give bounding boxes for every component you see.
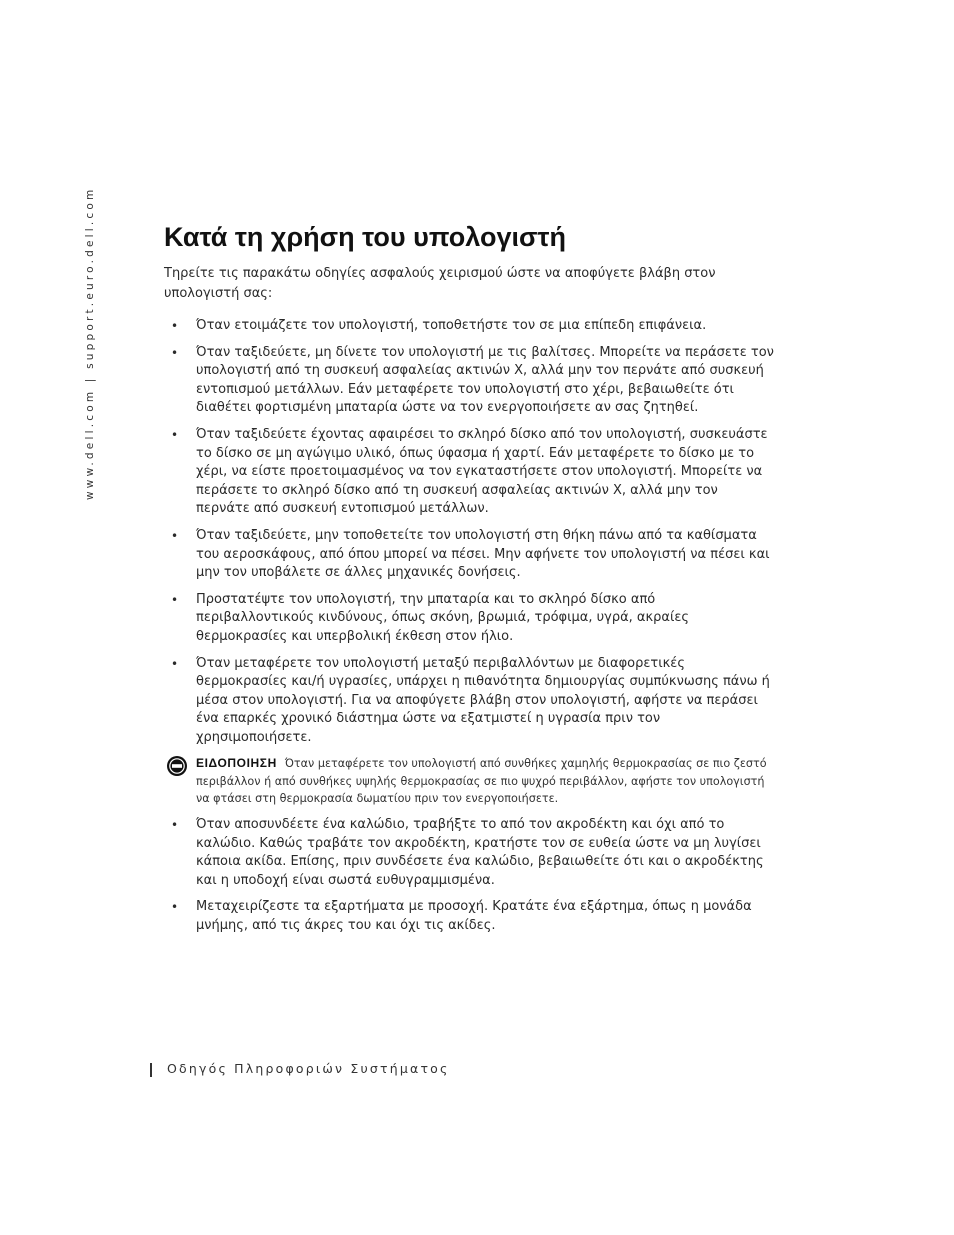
page-title: Κατά τη χρήση του υπολογιστή	[164, 222, 566, 252]
bullet-marker: •	[171, 319, 179, 333]
list-item-text: Όταν ταξιδεύετε, μην τοποθετείτε τον υπολογιστή στη θήκη πάνω από τα καθίσματα του αεροσκάφους, από όπου μπορεί να πέσει. Μην αφήνετε τον υπολογιστή να πέσει και μην τον υποβάλετε σε άλλες μηχανικές δονήσεις.	[196, 527, 770, 581]
list-item-text: Μεταχειρίζεστε τα εξαρτήματα με προσοχή. Κρατάτε ένα εξάρτημα, όπως η μονάδα μνήμης, από τις άκρες του και όχι τις ακίδες.	[196, 899, 752, 933]
list-item	[164, 655, 774, 748]
intro-paragraph: Τηρείτε τις παρακάτω οδηγίες ασφαλούς χειρισμού ώστε να αποφύγετε βλάβη στον υπολογιστή σας:	[164, 266, 716, 301]
bullet-list	[164, 317, 774, 944]
bullet-marker: •	[171, 345, 179, 360]
list-item	[164, 317, 774, 336]
notice-text: Όταν μεταφέρετε τον υπολογιστή από συνθήκες χαμηλής θερμοκρασίας σε πιο ζεστό περιβάλλον ή από συνθήκες υψηλής θερμοκρασίας σε πιο ψυχρό περιβάλλον, αφήστε τον υπολογιστή να φτάσει στη θερμοκρασία δωματίου πριν τον ενεργοποιήσετε.	[196, 757, 767, 806]
list-item	[164, 591, 774, 647]
bullet-marker: •	[171, 592, 179, 607]
bullet-marker: •	[171, 427, 179, 442]
bullet-marker: •	[171, 817, 179, 832]
bullet-marker: •	[171, 528, 179, 543]
list-item	[164, 344, 774, 418]
list-item-text: Όταν αποσυνδέετε ένα καλώδιο, τραβήξτε το από τον ακροδέκτη και όχι από το καλώδιο. Καθώς τραβάτε τον ακροδέκτη, κρατήστε τον σε ευθεία ώστε να μη λυγίσει κάποια ακίδα. Επίσης, πριν συνδέσετε ένα καλώδιο, βεβαιωθείτε ότι και ο ακροδέκτης και η υποδοχή είναι σωστά ευθυγραμμισμένα.	[196, 816, 764, 888]
sidebar-url: www.dell.com | support.euro.dell.com	[84, 186, 96, 500]
bullet-marker: •	[171, 656, 179, 671]
list-item-text: Προστατέψτε τον υπολογιστή, την μπαταρία και το σκληρό δίσκο από περιβαλλοντικούς κινδύνους, όπως σκόνη, βρωμιά, τρόφιμα, υγρά, ακραίες θερμοκρασίες και υπερβολική έκθεση στον ήλιο.	[196, 591, 690, 644]
list-item	[164, 426, 774, 519]
footer-title: Οδηγός Πληροφοριών Συστήματος	[167, 1061, 450, 1076]
list-item-text: Όταν ταξιδεύετε έχοντας αφαιρέσει το σκληρό δίσκο από τον υπολογιστή, συσκευάστε το δίσκο σε μη αγώγιμο υλικό, όπως ύφασμα ή χαρτί. Εάν μεταφέρετε το δίσκο με το χέρι, να είστε προετοιμασμένος να τον εγκαταστήσετε στον υπολογιστή. Μπορείτε να περάσετε το σκληρό δίσκο από τη συσκευή ασφαλείας ακτινών X, αλλά μην τον περνάτε από συσκευή εντοπισμού μετάλλων.	[196, 426, 768, 517]
notice-label: ΕΙΔΟΠΟΙΗΣΗ	[196, 756, 277, 771]
footer-divider	[150, 1063, 152, 1077]
list-item	[164, 816, 774, 890]
notice-icon	[166, 755, 188, 777]
list-item	[164, 898, 774, 935]
list-item-text: Όταν ετοιμάζετε τον υπολογιστή, τοποθετήστε τον σε μια επίπεδη επιφάνεια.	[196, 318, 707, 333]
list-item-text: Όταν μεταφέρετε τον υπολογιστή μεταξύ περιβαλλόντων με διαφορετικές θερμοκρασίες και/ή υγρασίες, υπάρχει η πιθανότητα δημιουργίας συμπύκνωσης πάνω ή μέσα στον υπολογιστή. Για να αποφύγετε βλάβη στον υπολογιστή, αφήστε να περάσει ένα επαρκές χρονικό διάστημα ώστε να εξατμιστεί η υγρασία πριν τον χρησιμοποιήσετε.	[196, 655, 770, 745]
notice-block	[164, 755, 774, 808]
bullet-marker: •	[171, 900, 179, 915]
list-item-text: Όταν ταξιδεύετε, μη δίνετε τον υπολογιστή με τις βαλίτσες. Μπορείτε να περάσετε τον υπολογιστή από τη συσκευή ασφαλείας ακτινών X, αλλά μην τον περνάτε από συσκευή εντοπισμού μετάλλων. Εάν μεταφέρετε τον υπολογιστή στο χέρι, βεβαιωθείτε ότι διαθέτει φορτισμένη μπαταρία ώστε να τον ενεργοποιήσετε αν σας ζητηθεί.	[196, 344, 774, 416]
list-item	[164, 527, 774, 583]
